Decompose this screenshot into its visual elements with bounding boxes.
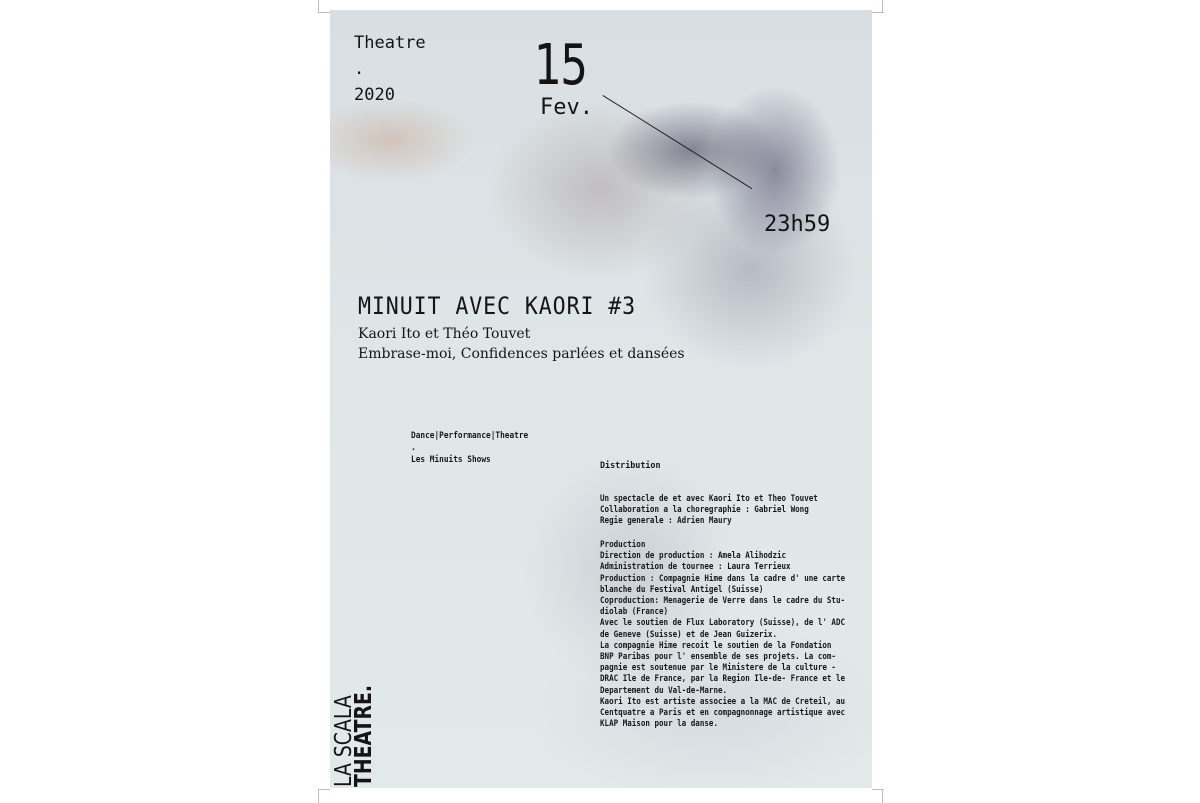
show-title: MINUIT AVEC KAORI #3 bbox=[358, 292, 637, 320]
show-artists: Kaori Ito et Théo Touvet bbox=[358, 326, 531, 342]
production-line: blanche du Festival Antigel (Suisse) bbox=[600, 583, 764, 594]
crop-mark bbox=[318, 790, 319, 803]
production-line: Production : Compagnie Hime dans la cadre d' une carte bbox=[600, 572, 846, 583]
credit-line: Un spectacle de et avec Kaori Ito et Theo Touvet bbox=[600, 493, 818, 503]
crop-mark bbox=[318, 12, 330, 13]
crop-mark bbox=[318, 789, 330, 790]
distribution-credits bbox=[600, 493, 862, 527]
series-name: Les Minuits Shows bbox=[411, 454, 491, 464]
production-line: BNP Paribas pour l' ensemble de ses projets. La com- bbox=[600, 651, 836, 662]
production-credits bbox=[600, 539, 862, 729]
production-line: Direction de production : Amela Alihodzic bbox=[600, 550, 787, 561]
credit-line: Collaboration a la choregraphie : Gabriel Wong bbox=[600, 504, 809, 515]
crop-mark bbox=[872, 12, 884, 13]
header-separator: . bbox=[354, 59, 365, 79]
crop-mark bbox=[882, 790, 883, 803]
crop-mark bbox=[872, 789, 884, 790]
production-line: Production bbox=[600, 539, 646, 549]
logo-line-2: THEATRE. bbox=[351, 684, 377, 787]
production-line: Departement du Val-de-Marne. bbox=[600, 684, 728, 695]
date-month: Fev. bbox=[540, 95, 593, 120]
credit-line: Regie generale : Adrien Maury bbox=[600, 515, 732, 526]
logo-line-1: LA SCALA bbox=[331, 695, 357, 787]
production-line: Avec le soutien de Flux Laboratory (Suisse), de l' ADC bbox=[600, 617, 846, 628]
production-line: Kaori Ito est artiste associee a la MAC de Creteil, au bbox=[600, 695, 846, 706]
tags-separator: . bbox=[411, 442, 417, 452]
crop-mark bbox=[318, 0, 319, 12]
production-line: KLAP Maison pour la danse. bbox=[600, 718, 718, 729]
year-label: 2020 bbox=[354, 85, 395, 105]
category-label: Theatre bbox=[354, 33, 426, 53]
crop-mark bbox=[882, 0, 883, 12]
production-line: diolab (France) bbox=[600, 606, 669, 617]
poster bbox=[330, 10, 872, 788]
production-line: de Geneve (Suisse) et de Jean Guizerix. bbox=[600, 628, 777, 639]
distribution-heading: Distribution bbox=[600, 460, 661, 470]
production-line: pagnie est soutenue par le Ministere de la culture - bbox=[600, 662, 836, 673]
production-line: DRAC Ile de France, par la Region Ile-de- France et le bbox=[600, 673, 846, 684]
show-time: 23h59 bbox=[764, 212, 831, 237]
theatre-logo bbox=[331, 662, 377, 787]
production-line: Centquatre a Paris et en compagnonnage artistique avec bbox=[600, 707, 846, 718]
production-line: Administration de tournee : Laura Terrieux bbox=[600, 561, 791, 572]
diagonal-line bbox=[602, 95, 752, 189]
production-line: La compagnie Hime recoit le soutien de la Fondation bbox=[600, 639, 832, 650]
show-subtitle: Embrase-moi, Confidences parlées et dansées bbox=[358, 346, 685, 362]
date-day: 15 bbox=[534, 33, 587, 98]
category-tags: Dance|Performance|Theatre bbox=[411, 430, 529, 440]
production-line: Coproduction: Menagerie de Verre dans le cadre du Stu- bbox=[600, 595, 846, 606]
